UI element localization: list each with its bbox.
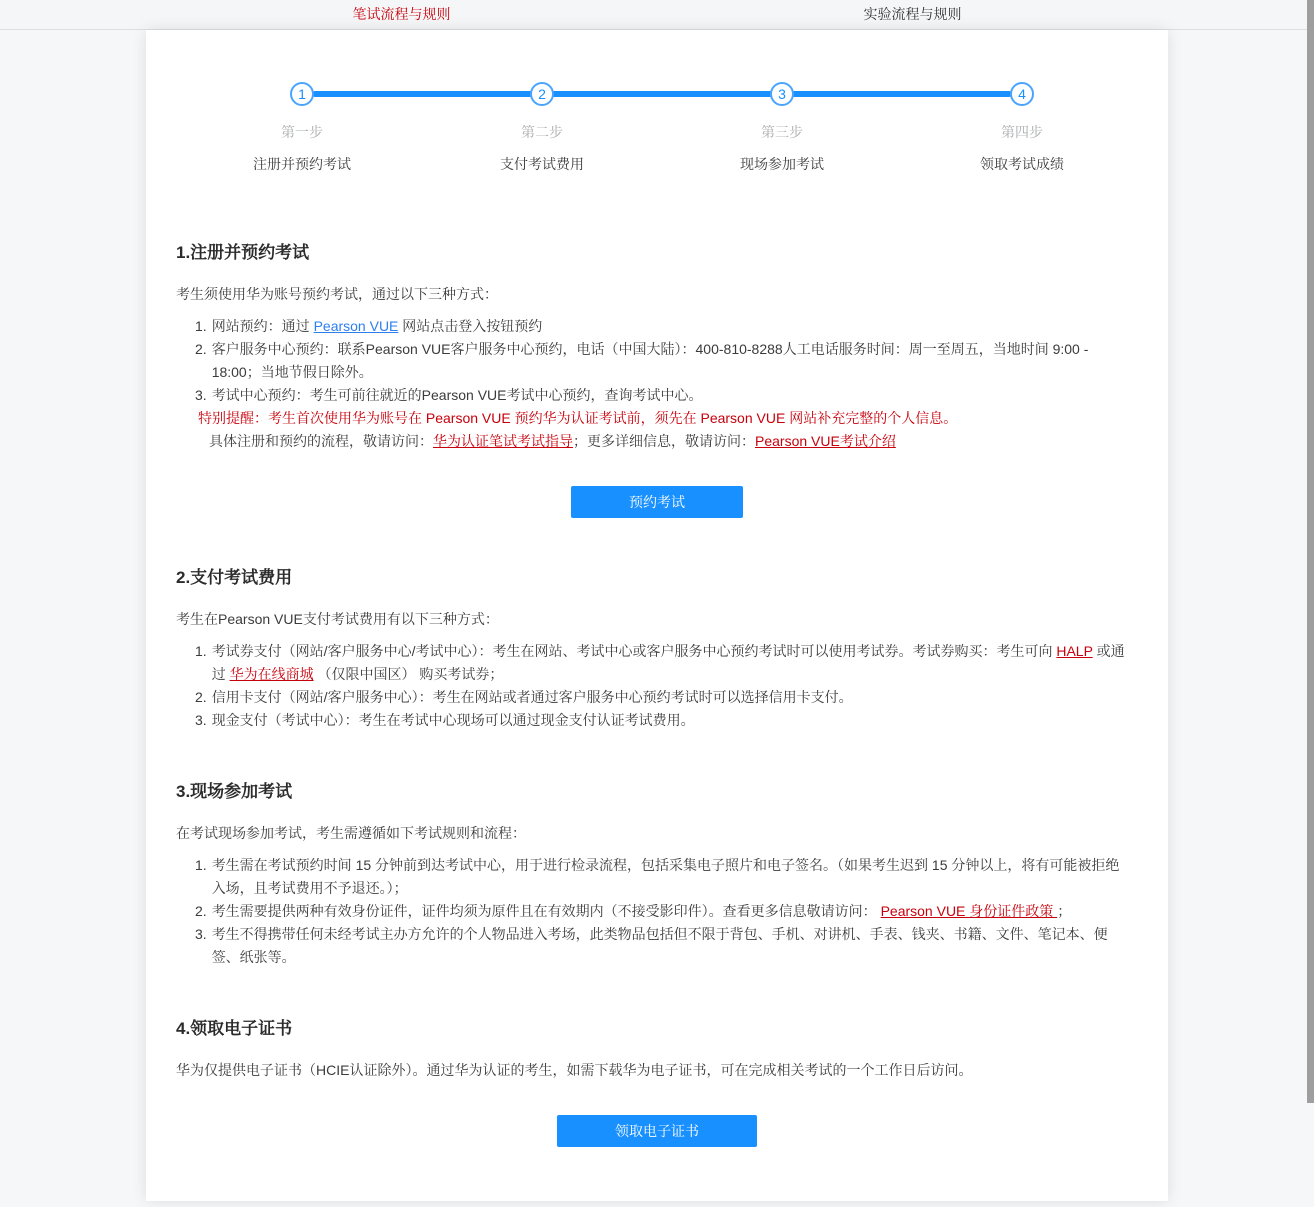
list-item: 1. 网站预约：通过 Pearson VUE 网站点击登入按钮预约 — [195, 315, 1128, 338]
section-4-intro: 华为仅提供电子证书（HCIE认证除外）。通过华为认证的考生，如需下载华为电子证书，可在完成相关考试的一个工作日后访问。 — [176, 1059, 1128, 1082]
list-item: 2. 考生需要提供两种有效身份证件，证件均须为原件且在有效期内（不接受影印件）。查看更多信息敬请访问： Pearson VUE 身份证件政策 ； — [195, 900, 1128, 923]
section-payment — [176, 563, 1128, 732]
step-4-label: 第四步 — [902, 122, 1142, 142]
step-3-label: 第三步 — [662, 122, 902, 142]
exam-process-stepper — [182, 82, 1142, 174]
section-3-heading: 3.现场参加考试 — [176, 777, 1128, 802]
top-tab-bar — [0, 0, 1314, 30]
section-2-list — [195, 640, 1128, 732]
get-certificate-button[interactable]: 领取电子证书 — [557, 1115, 757, 1147]
pearson-vue-link[interactable]: Pearson VUE — [314, 318, 399, 334]
section-3-list — [195, 854, 1128, 969]
tab-lab-exam-rules[interactable]: 实验流程与规则 — [657, 0, 1168, 29]
huawei-online-store-link[interactable]: 华为在线商城 — [230, 666, 314, 682]
step-4-circle: 4 — [1010, 82, 1034, 106]
halp-link[interactable]: HALP — [1056, 643, 1092, 659]
step-4-name: 领取考试成绩 — [902, 154, 1142, 174]
step-3 — [662, 82, 902, 106]
section-certificate — [176, 1014, 1128, 1147]
book-exam-button[interactable]: 预约考试 — [571, 486, 743, 518]
list-item: 1. 考生需在考试预约时间 15 分钟前到达考试中心，用于进行检录流程，包括采集电子照片和电子签名。（如果考生迟到 15 分钟以上，将有可能被拒绝入场，且考试费用不予退还。）； — [195, 854, 1128, 900]
tab-bar-inner — [146, 0, 1168, 29]
step-1-circle: 1 — [290, 82, 314, 106]
vertical-scrollbar[interactable] — [1307, 0, 1314, 1103]
list-item: 1. 考试券支付（网站/客户服务中心/考试中心）：考生在网站、考试中心或客户服务中心预约考试时可以使用考试券。考试券购买：考生可向 HALP 或通过 华为在线商城 （仅限中国区） 购买考试券； — [195, 640, 1128, 686]
step-3-name: 现场参加考试 — [662, 154, 902, 174]
section-4-heading: 4.领取电子证书 — [176, 1014, 1128, 1039]
step-1-label: 第一步 — [182, 122, 422, 142]
written-exam-guide-link[interactable]: 华为认证笔试考试指导 — [433, 433, 573, 449]
list-item: 3. 考试中心预约：考生可前往就近的Pearson VUE考试中心预约，查询考试中心。 — [195, 384, 1128, 407]
stepper-labels-row — [182, 106, 1142, 142]
step-4 — [902, 82, 1142, 106]
special-reminder: 特别提醒：考生首次使用华为账号在 Pearson VUE 预约华为认证考试前，须先在 Pearson VUE 网站补充完整的个人信息。 — [198, 407, 1128, 430]
list-item: 3. 考生不得携带任何未经考试主办方允许的个人物品进入考场，此类物品包括但不限于背包、手机、对讲机、手表、钱夹、书籍、文件、笔记本、便签、纸张等。 — [195, 923, 1128, 969]
step-2-circle: 2 — [530, 82, 554, 106]
section-1-list — [195, 315, 1128, 407]
id-policy-link[interactable]: Pearson VUE 身份证件政策 — [881, 903, 1058, 919]
section-register — [176, 238, 1128, 518]
content-card — [146, 30, 1168, 1201]
step-3-circle: 3 — [770, 82, 794, 106]
list-item: 2. 信用卡支付（网站/客户服务中心）：考生在网站或者通过客户服务中心预约考试时可以选择信用卡支付。 — [195, 686, 1128, 709]
section-3-intro: 在考试现场参加考试，考生需遵循如下考试规则和流程： — [176, 822, 1128, 845]
step-2-name: 支付考试费用 — [422, 154, 662, 174]
stepper-circles-row — [182, 82, 1142, 106]
section-attend — [176, 777, 1128, 969]
section-1-intro: 考生须使用华为账号预约考试，通过以下三种方式： — [176, 283, 1128, 306]
list-item: 3. 现金支付（考试中心）：考生在考试中心现场可以通过现金支付认证考试费用。 — [195, 709, 1128, 732]
step-2 — [422, 82, 662, 106]
tab-written-exam-rules[interactable]: 笔试流程与规则 — [146, 0, 657, 29]
list-item: 2. 客户服务中心预约：联系Pearson VUE客户服务中心预约，电话（中国大陆）：400-810-8288人工电话服务时间：周一至周五，当地时间 9:00 - 18:00；当地节假日除外。 — [195, 338, 1128, 384]
stepper-names-row — [182, 142, 1142, 174]
step-1-name: 注册并预约考试 — [182, 154, 422, 174]
guide-links-line: 具体注册和预约的流程，敬请访问：华为认证笔试考试指导；更多详细信息，敬请访问：Pearson VUE考试介绍 — [209, 430, 1128, 453]
section-1-heading: 1.注册并预约考试 — [176, 238, 1128, 263]
step-2-label: 第二步 — [422, 122, 662, 142]
section-2-heading: 2.支付考试费用 — [176, 563, 1128, 588]
section-2-intro: 考生在Pearson VUE支付考试费用有以下三种方式： — [176, 608, 1128, 631]
step-1 — [182, 82, 422, 106]
pearson-vue-exam-intro-link[interactable]: Pearson VUE考试介绍 — [755, 433, 896, 449]
